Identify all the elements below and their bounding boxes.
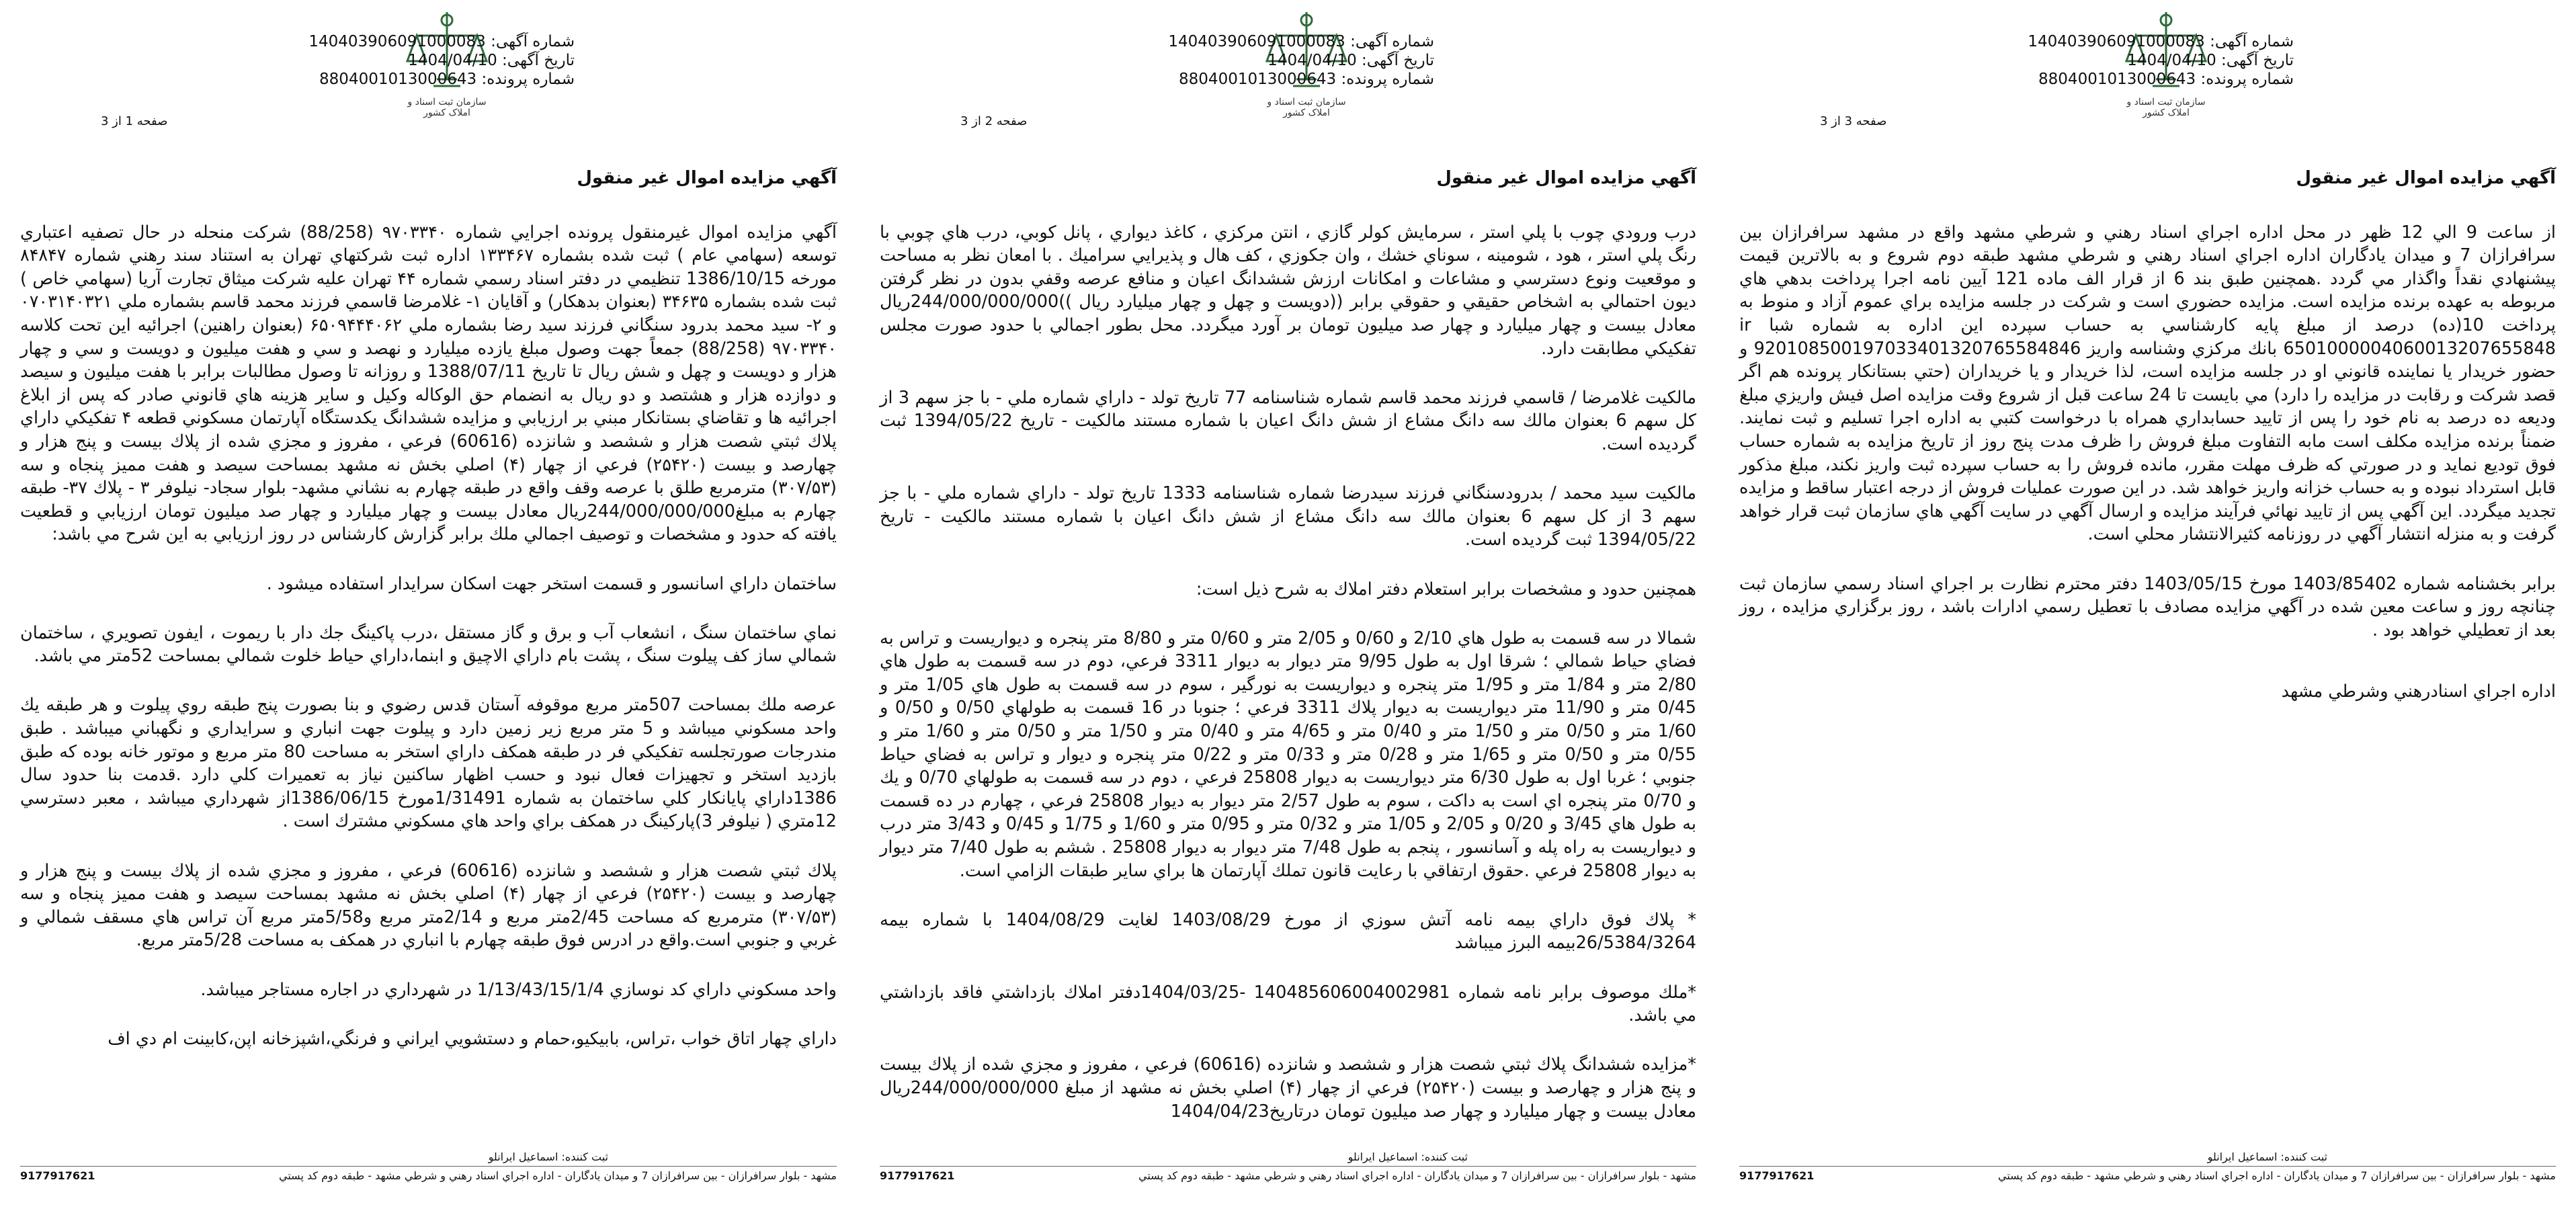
file-number: شماره پرونده: 8804001013000643 (2038, 71, 2294, 88)
ad-number: شماره آگهی: 140403906091000083 (2028, 33, 2294, 50)
ad-date: تاریخ آگهی: 1404/04/10 (1268, 52, 1434, 69)
office-signature: اداره اجراي اسنادرهني وشرطي مشهد (2281, 681, 2556, 702)
notice-body (1739, 198, 2556, 668)
paragraph: آگهي مزايده اموال غيرمنقول پرونده اجرايي شماره ۹۷۰۳۳۴۰ (88/258) شركت منحله در حال تصفيه اعتباري توسعه (سهامي عام ) ثبت شده بشماره ۱۳۳۴۶۷ اداره ثبت شركتهاي تهران به استناد سند رهني شماره ۸۴۸۴۷ مورخه 1386/10/15 تنظيمي در دفتر اسناد رسمي شماره ۴۴ تهران عليه شركت ميثاق تجارت آريا (سهامي خاص ) ثبت شده بشماره ۳۴۶۳۵ (بعنوان بدهكار) و آقايان ۱- غلامرضا قاسمي فرزند محمد قاسم بشماره ملي ۰۷۰۳۱۴۰۳۲۱ و ۲- سيد محمد بدرود سنگاني فرزند سيد رضا بشماره ملي ۶۵۰۹۴۴۴۰۶۲ (بعنوان راهنين) اجرائيه اين تحت كلاسه ۹۷۰۳۳۴۰ (88/258) جمعاً جهت وصول مبلغ يازده ميليارد و نهصد و سي و هفت ميليون و دويست و سي و چهار هزار و دويست و چهل و شش ريال تا تاريخ 1388/07/11 و روزانه تا وصول مطالبات برابر با هفت ميليون و سيصد و دوازده هزار و هشتصد و دو ريال به انضمام حق الوكاله وكيل و ساير هزينه هاي قانوني صادر كه پس از ابلاغ اجرائيه ها و تقاضاي بستانكار مبني بر ارزيابي و مزايده ششدانگ يكدستگاه آپارتمان مسكوني قطعه ۴ تفكيكي داراي پلاك ثبتي شصت هزار و ششصد و شانزده (60616) فرعي ، مفروز و مجزي شده از پلاك بيست و پنج هزار و چهارصد و بيست (۲۵۴۲۰) فرعي از چهار (۴) اصلي بخش نه مشهد بمساحت سيصد و هفت مميز پنجاه و سه (۳۰۷/۵۳) مترمربع طلق با عرصه وقف واقع در طبقه چهارم به نشاني مشهد- بلوار سجاد- نيلوفر ۳ - پلاك ۳۷- طبقه چهارم به مبلغ244/000/000/000ريال معادل بيست و چهار ميليارد و چهار صد ميليون تومان ارزيابي و قطعيت يافته كه حدود و مشخصات و توصيف اجمالي ملك برابر گزارش كارشناس در روز ارزيابي به اين شرح مي باشد: (20, 222, 837, 545)
emblem-caption: سازمان ثبت اسناد و املاک کشور (407, 97, 487, 118)
ad-number: شماره آگهی: 140403906091000083 (1168, 33, 1434, 50)
paragraph: *مزايده ششدانگ پلاك ثبتي شصت هزار و ششصد و شانزده (60616) فرعي ، مفروز و مجزي شده از پلاك بيست و پنج هزار و چهارصد و بيست (۲۵۴۲۰) فرعي از چهار (۴) اصلي بخش نه مشهد از مبلغ 244/000/000/000ريال معادل بيست و چهار ميليارد و چهار صد ميليون تومان درتاريخ1404/04/23 (880, 1054, 1696, 1122)
notice-body (880, 198, 1696, 1149)
paragraph: همچنين حدود و مشخصات برابر استعلام دفتر املاك به شرح ذيل است: (1196, 579, 1696, 599)
paragraph: مالكيت سيد محمد / بدرودسنگاني فرزند سيدرضا شماره شناسنامه 1333 تاريخ تولد - داراي شماره ملي - با جز سهم 3 از كل سهم 6 بعنوان مالك سه دانگ مشاع از شش دانگ اعيان با شماره مستند مالكيت - تاريخ 1394/05/22 ثبت گرديده است. (880, 483, 1696, 550)
paragraph: ساختمان داراي اسانسور و قسمت استخر جهت اسكان سرايدار استفاده ميشود . (266, 573, 837, 594)
ad-meta (308, 32, 575, 89)
page-header (20, 0, 837, 155)
page-number: صفحه 1 از 3 (101, 114, 168, 128)
paragraph: از ساعت 9 الي 12 ظهر در محل اداره اجراي اسناد رهني و شرطي مشهد واقع در مشهد سرافرازان بين سرافرازان 7 و ميدان يادگاران اداره اجراي اسناد رهني و شرطي مشهد طبقه دوم شروع و به بالاترين قيمت پيشنهادي نقداً واگذار مي گردد .همچنين طبق بند 6 از قرار الف ماده 121 آيين نامه اجرا پرداخت بدهي هاي مربوطه به عهده برنده مزايده است. مزايده حضوري است و شركت در جلسه مزايده براي عموم آزاد و منوط به پرداخت 10(ده) درصد از مبلغ پايه كارشناسي به حساب سپرده اين اداره به شماره شبا ir 6501000004060013207655848 بانك مركزي وشناسه واريز 920108500197033401320765584846 و حضور خريدار يا نماينده قانوني او در جلسه مزايده است، لذا خريدار و يا خريداران (حتي بستانكار پرونده هم اگر قصد شركت و رقابت در مزايده را دارد) مي بايست تا 24 ساعت قبل از شروع وقت مزايده اصل فيش واريزي مبلغ وديعه ده درصد به نام خود را پس از تاييد حسابداري همراه با درخواست كتبي به اداره اجرا تسليم و ثبت نمايند. ضمناً برنده مزايده مكلف است مابه التفاوت مبلغ فروش را ظرف مدت پنج روز از تاريخ مزايده به شماره حساب فوق توديع نمايد و در صورتي كه ظرف مهلت مقرر، مانده فروش را به حساب سپرده ثبت واريز نكند، مبلغ مذكور قابل استرداد نبوده و به حساب خزانه واريز خواهد شد. در اين صورت عمليات فروش از درجه اعتبار ساقط و مزايده تجديد ميگردد. اين آگهي پس از تاييد نهائي فرآيند مزايده و ارسال آگهي در سايت آگهي هاي سازمان ثبت قرار خواهد گرفت و به منزله انتشار آگهي در روزنامه كثيرالانتشار محلي است. (1739, 222, 2556, 545)
page-footer (1739, 1150, 2556, 1182)
paragraph: شمالا در سه قسمت به طول هاي 2/10 و 0/60 و 2/05 متر و 0/60 متر و 8/80 متر پنجره و ديواريست و تراس به فضاي حياط شمالي ؛ شرقا اول به طول 9/95 متر ديوار به ديوار 3311 فرعي، دوم در سه قسمت به طول هاي 2/80 متر و 1/84 متر و 1/95 متر پنجره و ديواريست به نورگير ، سوم در سه قسمت به طول هاي 1/05 متر و 0/45 متر و 11/90 متر ديواريست به ديوار پلاك 3311 فرعي ؛ جنوبا در 16 قسمت به طولهاي 0/50 و 0/50 و 1/60 متر و 0/50 متر و 1/50 متر و 0/40 متر و 4/65 متر و 0/40 متر و 1/50 متر و 0/50 متر و 1/60 متر و 0/55 متر و 0/50 متر و 1/65 متر و 0/28 متر و 0/33 متر و 0/22 متر پنجره و ديوار و تراس به فضاي حياط جنوبي ؛ غربا اول به طول 6/30 متر ديواريست به ديوار 25808 فرعي ، دوم در سه قسمت به طولهاي 0/70 و يك و 0/70 متر پنجره اي است به داكت ، سوم به طول 2/57 متر ديوار به ديوار 25808 فرعي ، چهارم در ده قسمت به طول هاي 3/45 و 0/20 و 2/05 و 1/05 متر و 0/32 متر و 0/95 متر و 1/60 و 1/75 و 0/45 و 3/43 متر درب و ديواريست به راه پله و آسانسور ، پنجم به طول 7/48 متر ديوار به ديوار 25808 . ششم به طول 7/40 متر ديوار به ديوار 25808 فرعي .حقوق ارتفاقي با رعايت قانون تملك آپارتمان ها براي ساير طبقات الزامي است. (880, 628, 1697, 881)
page-footer (20, 1150, 837, 1182)
page-header (1739, 0, 2556, 155)
paragraph: *ملك موصوف برابر نامه شماره 140485606004002981 -1404/03/25دفتر املاك بازداشتي فاقد بازداشتي مي باشد. (880, 982, 1696, 1026)
page-number: صفحه 2 از 3 (960, 114, 1028, 128)
notice-body (20, 198, 837, 1077)
page-footer (880, 1150, 1696, 1182)
footer-line (20, 1166, 837, 1182)
registrar: ثبت كننده: اسماعيل ايرانلو (488, 1150, 608, 1163)
registrar: ثبت كننده: اسماعيل ايرانلو (2207, 1150, 2327, 1163)
paragraph: داراي چهار اتاق خواب ،تراس، بابيكيو،حمام و دستشويي ايراني و فرنگي،اشپزخانه اپن،كابينت ام دي اف (108, 1028, 837, 1049)
footer-postal-code: 9177917621 (20, 1169, 95, 1182)
footer-postal-code: 9177917621 (1739, 1169, 1815, 1182)
paragraph: درب ورودي چوب با پلي استر ، سرمايش كولر گازي ، انتن مركزي ، كاغذ ديواري ، پانل كوبي، درب هاي چوبي با رنگ پلي استر ، هود ، شومينه ، سوناي خشك ، وان جكوزي ، كف هال و پذيرايي سراميك . با امعان نظر به مساحت و موقعيت ونوع دسترسي و مشاعات و امكانات ارزش ششدانگ اعيان و منافع عرصه وقفي بدون در نظر گرفتن ديون احتمالي به اشخاص حقيقي و حقوقي برابر ((دويست و چهل و چهار ميليارد ريال ))244/000/000/000ريال معادل بيست و چهار ميليارد و چهار صد ميليون تومان بر آورد ميگردد. محل بطور اجمالي با حدود صورت مجلس تفكيكي مطابقت دارد. (880, 222, 1696, 359)
registrar: ثبت كننده: اسماعيل ايرانلو (1347, 1150, 1468, 1163)
ad-meta (2028, 32, 2294, 89)
footer-line (880, 1166, 1696, 1182)
paragraph: واحد مسكوني داراي كد نوسازي 1/13/43/15/1/4 در شهرداري در اجاره مستاجر ميباشد. (200, 979, 837, 1000)
paragraph: * پلاك فوق داراي بيمه نامه آتش سوزي از مورخ 1403/08/29 لغايت 1404/08/29 با شماره بيمه 26/5384/3264بيمه البرز ميباشد (880, 909, 1696, 954)
footer-address: مشهد - بلوار سرافرازان - بين سرافرازان 7 و ميدان يادگاران - اداره اجراي اسناد رهني و شرطي مشهد - طبقه دوم كد پستي (1998, 1169, 2556, 1182)
file-number: شماره پرونده: 8804001013000643 (1179, 71, 1434, 88)
page-number: صفحه 3 از 3 (1820, 114, 1887, 128)
paragraph: نماي ساختمان سنگ ، انشعاب آب و برق و گاز مستقل ،درب پاكينگ جك دار با ريموت ، ايفون تصويري ، ساختمان شمالي ساز كف پيلوت سنگ ، پشت بام داراي الاچيق و ابنما،داراي حياط خلوت شمالي بمساحت 52متر مي باشد. (20, 622, 837, 667)
emblem-caption: سازمان ثبت اسناد و املاک کشور (2126, 97, 2206, 118)
ad-number: شماره آگهی: 140403906091000083 (308, 33, 575, 50)
page-3 (1719, 0, 2576, 1217)
emblem-caption: سازمان ثبت اسناد و املاک کشور (1267, 97, 1346, 118)
ad-date: تاریخ آگهی: 1404/04/10 (408, 52, 575, 69)
paragraph: عرصه ملك بمساحت 507متر مربع موقوفه آستان قدس رضوي و بنا بصورت پنج طبقه روي پيلوت و هر طبقه يك واحد مسكوني ميباشد و 5 متر مربع زير زمين دارد و پيلوت جهت انباري و سرايداري و نگهباني ميباشد . طبق مندرجات صورتجلسه تفكيكي فر در طبقه همكف داراي استخر به مساحت 80 متر مربع و موتور خانه بوده كه طبق بازديد استخر و تجهيزات فعال نبود و حسب اظهار ساكنين نياز به تعميرات كلي دارد .قدمت بنا حدود سال 1386داراي پايانكار كلي ساختمان به شماره 1/31491مورخ 1386/06/15از شهرداري ميباشد ، معبر دسترسي 12متري ( نيلوفر 3)پاركينگ در همكف براي واحد هاي مسكوني مشترك است . (20, 695, 837, 832)
page-1 (0, 0, 857, 1217)
footer-address: مشهد - بلوار سرافرازان - بين سرافرازان 7 و ميدان يادگاران - اداره اجراي اسناد رهني و شرطي مشهد - طبقه دوم كد پستي (279, 1169, 837, 1182)
page-2 (860, 0, 1716, 1217)
ad-meta (1168, 32, 1434, 89)
paragraph: برابر بخشنامه شماره 1403/85402 مورخ 1403/05/15 دفتر محترم نظارت بر اجراي اسناد رسمي سازمان ثبت چنانچه روز و ساعت معين شده در آگهي مزايده مصادف با تعطيل رسمي ادارات باشد ، روز برگزاري مزايده ، روز بعد از تعطيلي خواهد بود . (1739, 573, 2556, 640)
file-number: شماره پرونده: 8804001013000643 (319, 71, 575, 88)
footer-address: مشهد - بلوار سرافرازان - بين سرافرازان 7 و ميدان يادگاران - اداره اجراي اسناد رهني و شرطي مشهد - طبقه دوم كد پستي (1138, 1169, 1696, 1182)
ad-date: تاریخ آگهی: 1404/04/10 (2127, 52, 2294, 69)
paragraph: پلاك ثبتي شصت هزار و ششصد و شانزده (60616) فرعي ، مفروز و مجزي شده از پلاك بيست و پنج هزار و چهارصد و بيست (۲۵۴۲۰) فرعي از چهار (۴) اصلي بخش نه مشهد بمساحت سيصد و هفت مميز پنجاه و سه (۳۰۷/۵۳) مترمربع كه مساحت 2/45متر مربع و 2/14متر مربع و5/58متر مربع آن تراس هاي مسقف شمالي و غربي و جنوبي است.واقع در ادرس فوق طبقه چهارم با انباري در همكف به مساحت 5/28متر مربع. (20, 860, 837, 951)
footer-postal-code: 9177917621 (880, 1169, 955, 1182)
footer-line (1739, 1166, 2556, 1182)
notice-title: آگهي مزايده اموال غير منقول (2296, 168, 2556, 188)
page-header (880, 0, 1696, 155)
notice-title: آگهي مزايده اموال غير منقول (577, 168, 837, 188)
notice-title: آگهي مزايده اموال غير منقول (1436, 168, 1696, 188)
paragraph: مالكيت غلامرضا / قاسمي فرزند محمد قاسم شماره شناسنامه 77 تاريخ تولد - داراي شماره ملي - با جز سهم 3 از كل سهم 6 بعنوان مالك سه دانگ مشاع از شش دانگ اعيان با شماره مستند مالكيت - تاريخ 1394/05/22 ثبت گرديده است. (880, 387, 1696, 454)
